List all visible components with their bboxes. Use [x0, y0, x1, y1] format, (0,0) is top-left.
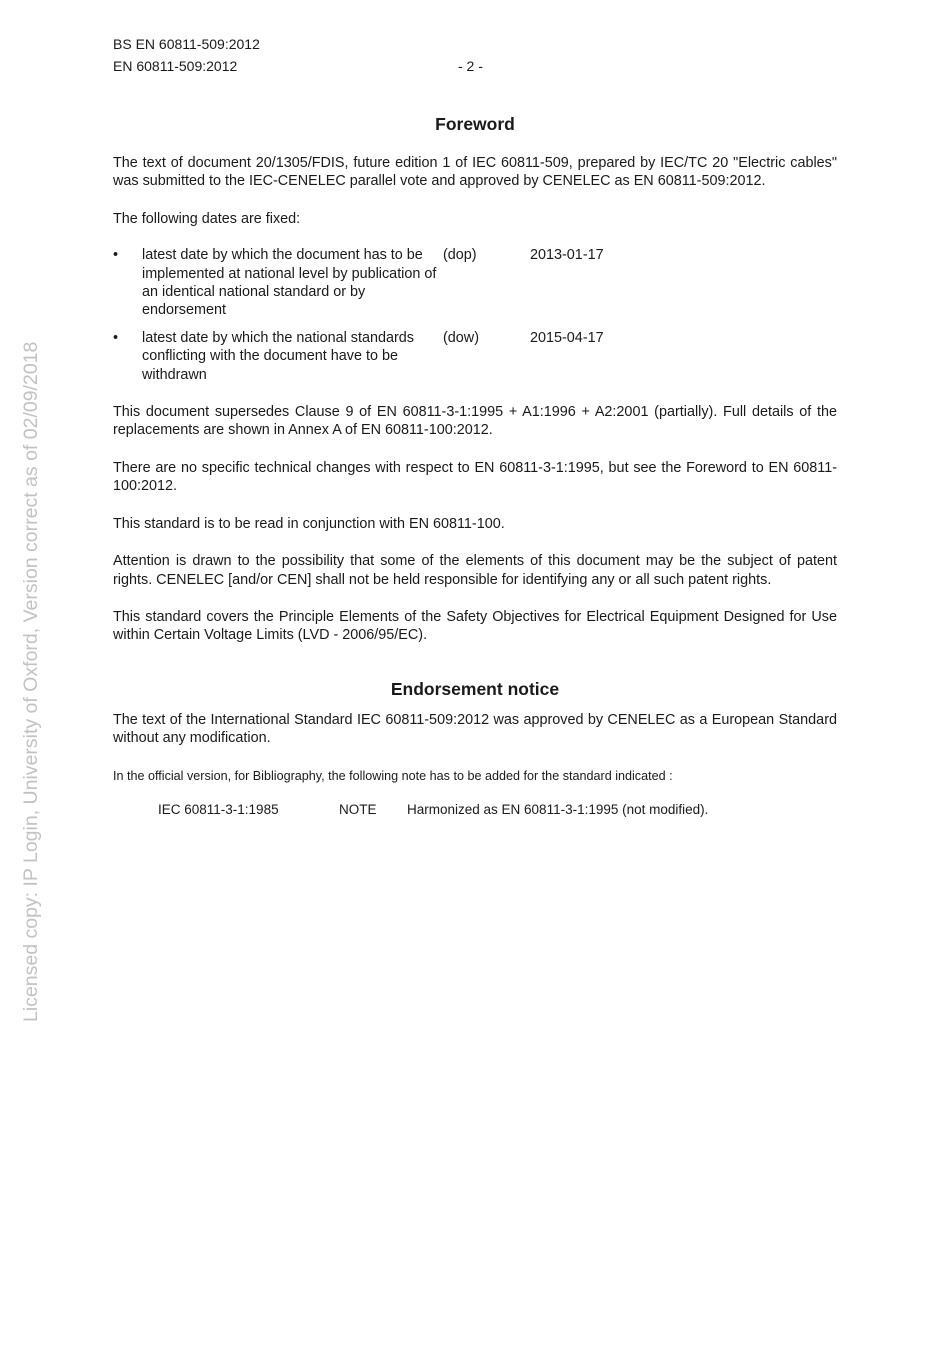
conjunction-paragraph: This standard is to be read in conjunction with EN 60811-100.	[113, 515, 505, 532]
main-content	[113, 110, 837, 818]
date-value: 2015-04-17	[530, 329, 604, 346]
page-number: - 2 -	[458, 58, 483, 74]
foreword-intro: The text of document 20/1305/FDIS, future edition 1 of IEC 60811-509, prepared by IEC/TC 20 "Electric cables" was submitted to the IEC-CENELEC parallel vote and approved by CENELEC as EN 60811-509:2012.	[113, 155, 837, 190]
technical-changes-paragraph: There are no specific technical changes with respect to EN 60811-3-1:1995, but see the Foreword to EN 60811-100:2012.	[113, 459, 837, 495]
endorsement-title: Endorsement notice	[390, 678, 560, 699]
date-row-dow	[113, 329, 837, 384]
date-description: latest date by which the document has to be implemented at national level by publication of an identical national standard or by endorsement	[142, 247, 437, 319]
note-row	[113, 802, 837, 818]
date-abbreviation: (dop)	[443, 247, 477, 264]
license-watermark: Licensed copy: IP Login, University of Oxford, Version correct as of 02/09/2018	[20, 341, 42, 1022]
note-reference: IEC 60811-3-1:1985	[158, 801, 279, 817]
foreword-title: Foreword	[435, 114, 515, 134]
header-standard-bs: BS EN 60811-509:2012	[113, 36, 260, 52]
bullet: •	[113, 247, 119, 264]
date-description: latest date by which the national standards conflicting with the document have to be withdrawn	[142, 329, 414, 383]
supersedes-paragraph: This document supersedes Clause 9 of EN 60811-3-1:1995 + A1:1996 + A2:2001 (partially). Full details of the replacements are shown in Annex A of EN 60811-100:2012.	[113, 404, 837, 439]
endorsement-text: The text of the International Standard IEC 60811-509:2012 was approved by CENELEC as a European Standard without any modification.	[113, 711, 837, 747]
note-text: Harmonized as EN 60811-3-1:1995 (not modified).	[407, 801, 709, 817]
patent-paragraph: Attention is drawn to the possibility that some of the elements of this document may be the subject of patent rights. CENELEC [and/or CEN] shall not be held responsible for identifying any or all such patent rights.	[113, 553, 837, 588]
date-abbreviation: (dow)	[443, 329, 479, 346]
bullet: •	[113, 329, 119, 346]
note-label: NOTE	[339, 801, 377, 817]
header-standard-en: EN 60811-509:2012	[113, 58, 238, 74]
dates-intro: The following dates are fixed:	[113, 210, 301, 227]
date-value: 2013-01-17	[530, 247, 604, 264]
lvd-paragraph: This standard covers the Principle Elements of the Safety Objectives for Electrical Equipment Designed for Use within Certain Voltage Limits (LVD - 2006/95/EC).	[113, 608, 837, 644]
dates-list	[113, 246, 837, 384]
bibliography-note: In the official version, for Bibliography, the following note has to be added for the standard indicated :	[113, 768, 673, 783]
date-row-dop	[113, 246, 837, 320]
